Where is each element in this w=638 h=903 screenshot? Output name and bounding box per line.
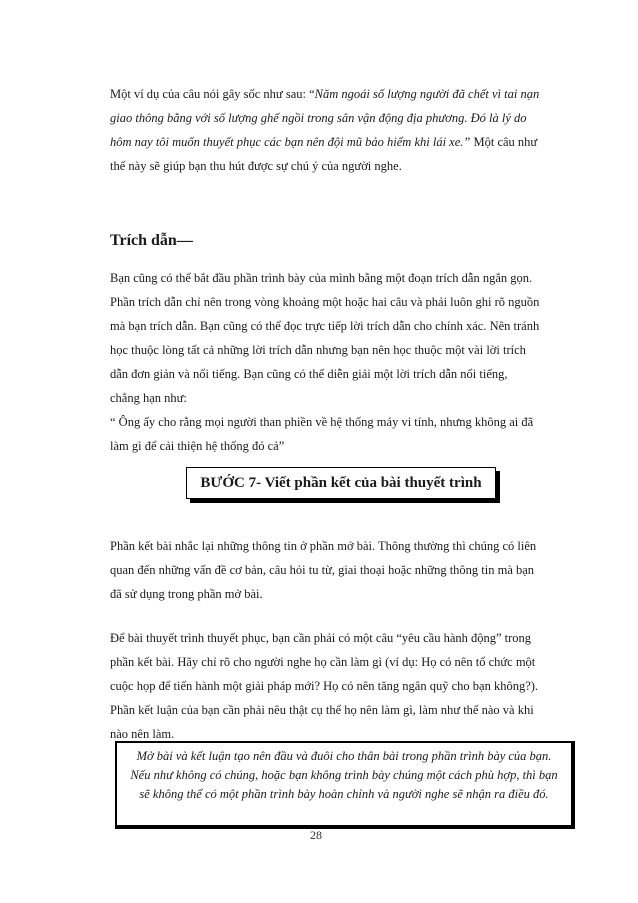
- section-heading: Trích dẫn—: [110, 232, 193, 249]
- step-title-box: [186, 467, 496, 499]
- conclusion-paragraph: Phần kết bài nhắc lại những thông tin ở phần mở bài. Thông thường thì chúng có liên quan đến những vấn đề cơ bản, câu hỏi tu từ, giai thoại hoặc những thông tin mà bạn đã sử dụng trong phần mở bài.: [110, 539, 537, 601]
- step-title: BƯỚC 7- Viết phần kết của bài thuyết trình: [200, 474, 482, 491]
- call-to-action-paragraph: Để bài thuyết trình thuyết phục, bạn cần phải có một câu “yêu cầu hành động” trong phần kết bài. Hãy chỉ rõ cho người nghe họ cần làm gì (ví dụ: Họ có nên tổ chức một cuộc họp để tiến hành một giải pháp mới? Họ có nên tăng ngân quỹ cho bạn không?). Phần kết luận của bạn cần phải nêu thật cụ thể họ nên làm gì, làm như thế nào và khi nào nên làm.: [110, 631, 539, 741]
- note-box: [115, 741, 575, 829]
- example-paragraph: [110, 82, 540, 178]
- example-quote: Năm ngoái số lượng người đã chết vì tai nạn giao thông bằng với số lượng ghế ngồi trong sân vận động địa phương. Đó là lý do hôm nay tôi muốn thuyết phục các bạn nên đội mũ bảo hiểm khi lái xe.”: [110, 87, 540, 149]
- example-tail: Một câu như thế này sẽ giúp bạn thu hút được sự chú ý của người nghe.: [110, 135, 538, 173]
- page-number: 28: [310, 828, 322, 842]
- note-text: Mở bài và kết luận tạo nên đầu và đuôi cho thân bài trong phần trình bày của bạn. Nếu như không có chúng, hoặc bạn không trình bày chúng một cách phù hợp, thì bạn sẽ không thể có một phần trình bày hoàn chỉnh và người nghe sẽ nhận ra điều đó.: [130, 749, 558, 801]
- quotation-paragraph: [110, 266, 540, 458]
- example-intro: Một ví dụ của câu nói gây sốc như sau: “: [110, 87, 315, 101]
- quotation-example: “ Ông ấy cho rằng mọi người than phiền về hệ thống máy vi tính, nhưng không ai đã làm gì để cải thiện hệ thống đó cả”: [110, 415, 534, 453]
- quotation-body: Bạn cũng có thể bắt đầu phần trình bày của mình bằng một đoạn trích dẫn ngắn gọn. Phần trích dẫn chỉ nên trong vòng khoảng một hoặc hai câu và phải luôn ghi rõ nguồn mà bạn trích dẫn. Bạn cũng có thể đọc trực tiếp lời trích dẫn cho chính xác. Nên tránh học thuộc lòng tất cả những lời trích dẫn nhưng bạn nên học thuộc một vài lời trích dẫn đơn giản và nổi tiếng. Bạn cũng có thể diễn giải một lời trích dẫn nổi tiếng, chẳng hạn như:: [110, 271, 540, 405]
